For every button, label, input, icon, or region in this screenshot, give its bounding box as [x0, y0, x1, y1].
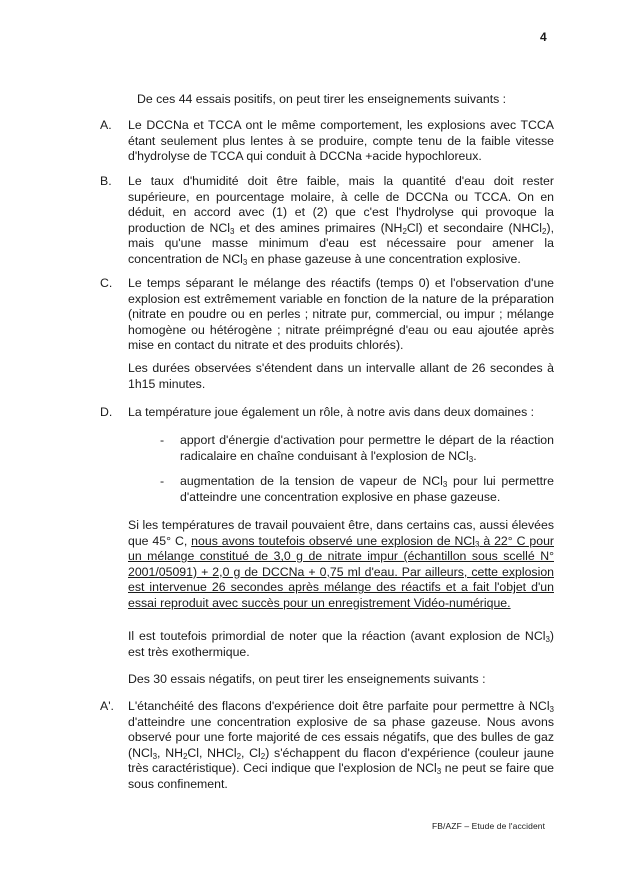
section-d-observation: Si les températures de travail pouvaient être, dans certains cas, aussi élevées que 45° C, nous avons toutefois observé une explosion de NCl$_3$ à 22° C pour un mélange constitué de 3,0 g de nitrate impur (échantillon sous scellé N° 2001/05091) + 2,0 g de DCCNa + 0,75 ml d'eau. Par ailleurs, cette explosion est intervenue 26 secondes après mélange des réactifs et a fait l'objet d'un essai reproduit avec succès pour un enregistrement Vidéo-numérique.: [128, 518, 554, 610]
underlined-observation: nous avons toutefois observé une explosion de NCl$_3$ à 22° C pour un mélange constitué de 3,0 g de nitrate impur (échantillon sous scellé N° 2001/05091) + 2,0 g de DCCNa + 0,75 ml d'eau. Par ailleurs, cette explosion est intervenue 26 secondes après mélange des réactifs et a fait l'objet d'un essai reproduit avec succès pour un enregistrement Vidéo-numérique.: [128, 533, 554, 610]
section-c-text: Le temps séparant le mélange des réactifs (temps 0) et l'observation d'une explosion est extrêmement variable en fonction de la nature de la préparation (nitrate en poudre ou en perles ; nitrate pur, commercial, ou impur ; mélange homogène ou hétérogène ; nitrate préimprégné d'eau ou eau ajoutée après mise en contact du nitrate et des produits chlorés).: [128, 276, 554, 353]
section-b-text: Le taux d'humidité doit être faible, mais la quantité d'eau doit rester supérieure, en pourcentage molaire, à celle de DCCNa ou TCCA. On en déduit, en accord avec (1) et (2) que c'est l'hydrolyse qui provoque la production de NCl$_3$ et des amines primaires $(NH_2Cl)$ et secondaire (NHCl$_2$), mais qu'une masse minimum d'eau est nécessaire pour amener la concentration de NCl$_3$ en phase gazeuse à une concentration explosive.: [128, 174, 554, 267]
bullet-1-text: apport d'énergie d'activation pour permettre le départ de la réaction radicalaire en chaîne conduisant à l'explosion de NCl$_3$.: [180, 433, 554, 464]
bullet-dash-2: -: [160, 474, 165, 488]
section-letter-d: D.: [100, 405, 113, 419]
section-letter-a: A.: [100, 118, 112, 132]
section-c-durations: Les durées observées s'étendent dans un intervalle allant de 26 secondes à 1h15 minutes.: [128, 361, 554, 391]
section-a-prime-text: L'étanchéité des flacons d'expérience doit être parfaite pour permettre à NCl$_3$ d'atteindre une concentration explosive de sa phase gazeuse. Nous avons observé pour une forte majorité de ces essais négatifs, que des bulles de gaz (NCl$_3$, $NH_2Cl$, NHCl$_2$, $Cl_2$) s'échappent du flacon d'expérience (couleur jaune très caractéristique). Ceci indique que l'explosion de NCl$_3$ ne peut se faire que sous confinement.: [128, 699, 554, 791]
section-d-text: La température joue également un rôle, à notre avis dans deux domaines :: [128, 405, 535, 419]
section-letter-c: C.: [100, 276, 113, 290]
section-d-note: Il est toutefois primordial de noter que la réaction (avant explosion de NCl$_3$) est très exothermique.: [128, 629, 554, 659]
bullet-dash-1: -: [160, 433, 165, 447]
intro-positive: De ces 44 essais positifs, on peut tirer les enseignements suivants :: [137, 92, 507, 106]
section-letter-a-prime: A'.: [100, 699, 114, 713]
section-letter-b: B.: [100, 174, 112, 188]
bullet-2-text: augmentation de la tension de vapeur de NCl$_3$ pour lui permettre d'atteindre une concentration explosive en phase gazeuse.: [180, 474, 554, 504]
section-a-text: Le DCCNa et TCCA ont le même comportement, les explosions avec TCCA étant seulement plus lentes à se produire, compte tenu de la faible vitesse d'hydrolyse de TCCA qui conduit à DCCNa +acide hypochloreux.: [128, 118, 554, 164]
footer: FB/AZF – Etude de l'accident: [432, 821, 546, 831]
intro-negative: Des 30 essais négatifs, on peut tirer les enseignements suivants :: [128, 672, 486, 686]
page-number: 4: [540, 30, 547, 44]
